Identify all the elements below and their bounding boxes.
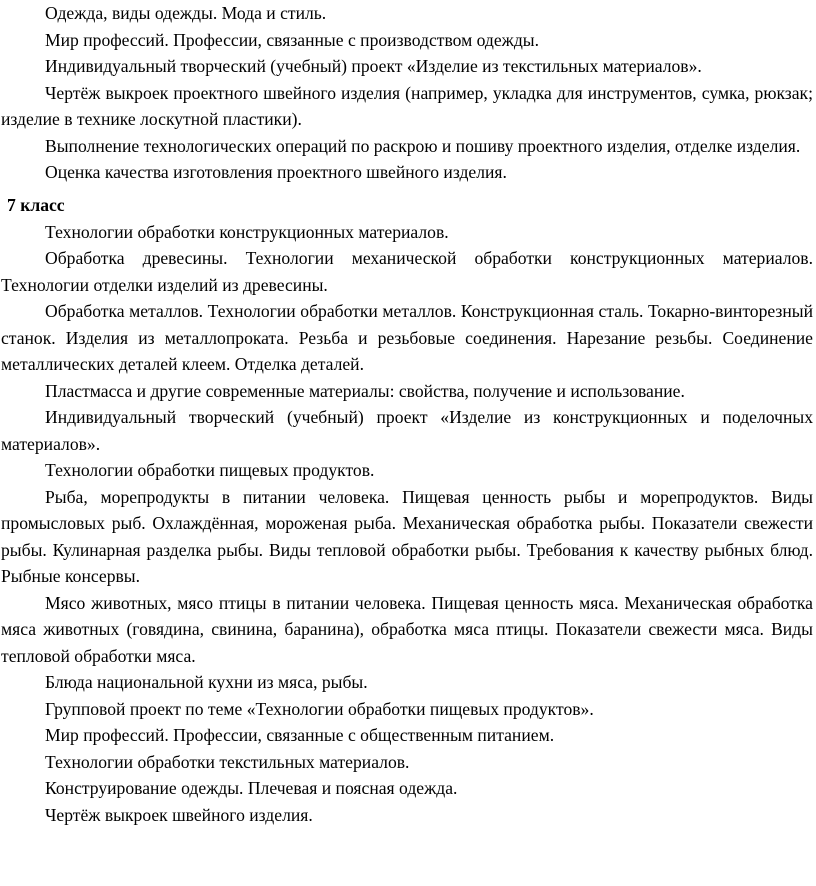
paragraph: Индивидуальный творческий (учебный) проект «Изделие из текстильных материалов». [45, 56, 702, 76]
paragraph: Групповой проект по теме «Технологии обработки пищевых продуктов». [45, 698, 594, 719]
paragraph: Мясо животных, мясо птицы в питании человека. Пищевая ценность мяса. Механическая обработка мяса животных (говядина, свинина, баранина), обработка мяса птицы. Показатели свежести мяса. Виды тепловой обработки мяса. [1, 592, 813, 666]
paragraph: Рыба, морепродукты в питании человека. Пищевая ценность рыбы и морепродуктов. Виды промысловых рыб. Охлаждённая, мороженая рыба. Механическая обработка рыбы. Показатели свежести рыбы. Кулинарная разделка рыбы. Виды тепловой обработки рыбы. Требования к качеству рыбных блюд. Рыбные консервы. [1, 486, 813, 586]
paragraph: Чертёж выкроек швейного изделия. [45, 804, 313, 825]
paragraph: Технологии обработки текстильных материалов. [45, 751, 410, 772]
paragraph: Одежда, виды одежды. Мода и стиль. [45, 3, 327, 23]
paragraph: Чертёж выкроек проектного швейного изделия (например, укладка для инструментов, сумка, рюкзак; изделие в технике лоскутной пластики). [1, 82, 813, 129]
paragraph: Технологии обработки конструкционных материалов. [45, 221, 449, 242]
paragraph: Технологии обработки пищевых продуктов. [45, 460, 375, 480]
paragraph: Мир профессий. Профессии, связанные с общественным питанием. [45, 725, 555, 745]
section-heading: 7 класс [7, 194, 65, 215]
paragraph: Обработка металлов. Технологии обработки металлов. Конструкционная сталь. Токарно-винторезный станок. Изделия из металлопроката. Резьба и резьбовые соединения. Нарезание резьбы. Соединение металлических деталей клеем. Отделка деталей. [1, 301, 813, 374]
paragraph: Обработка древесины. Технологии механической обработки конструкционных материалов. Технологии отделки изделий из древесины. [1, 248, 813, 295]
paragraph: Индивидуальный творческий (учебный) проект «Изделие из конструкционных и поделочных материалов». [1, 407, 813, 454]
paragraph: Оценка качества изготовления проектного швейного изделия. [45, 162, 507, 182]
paragraph: Мир профессий. Профессии, связанные с производством одежды. [45, 29, 540, 50]
paragraph: Блюда национальной кухни из мяса, рыбы. [45, 672, 368, 692]
paragraph: Пластмасса и другие современные материалы: свойства, получение и использование. [45, 380, 685, 401]
paragraph: Конструирование одежды. Плечевая и поясная одежда. [45, 778, 458, 798]
paragraph: Выполнение технологических операций по раскрою и пошиву проектного изделия, отделке изделия. [45, 135, 801, 156]
